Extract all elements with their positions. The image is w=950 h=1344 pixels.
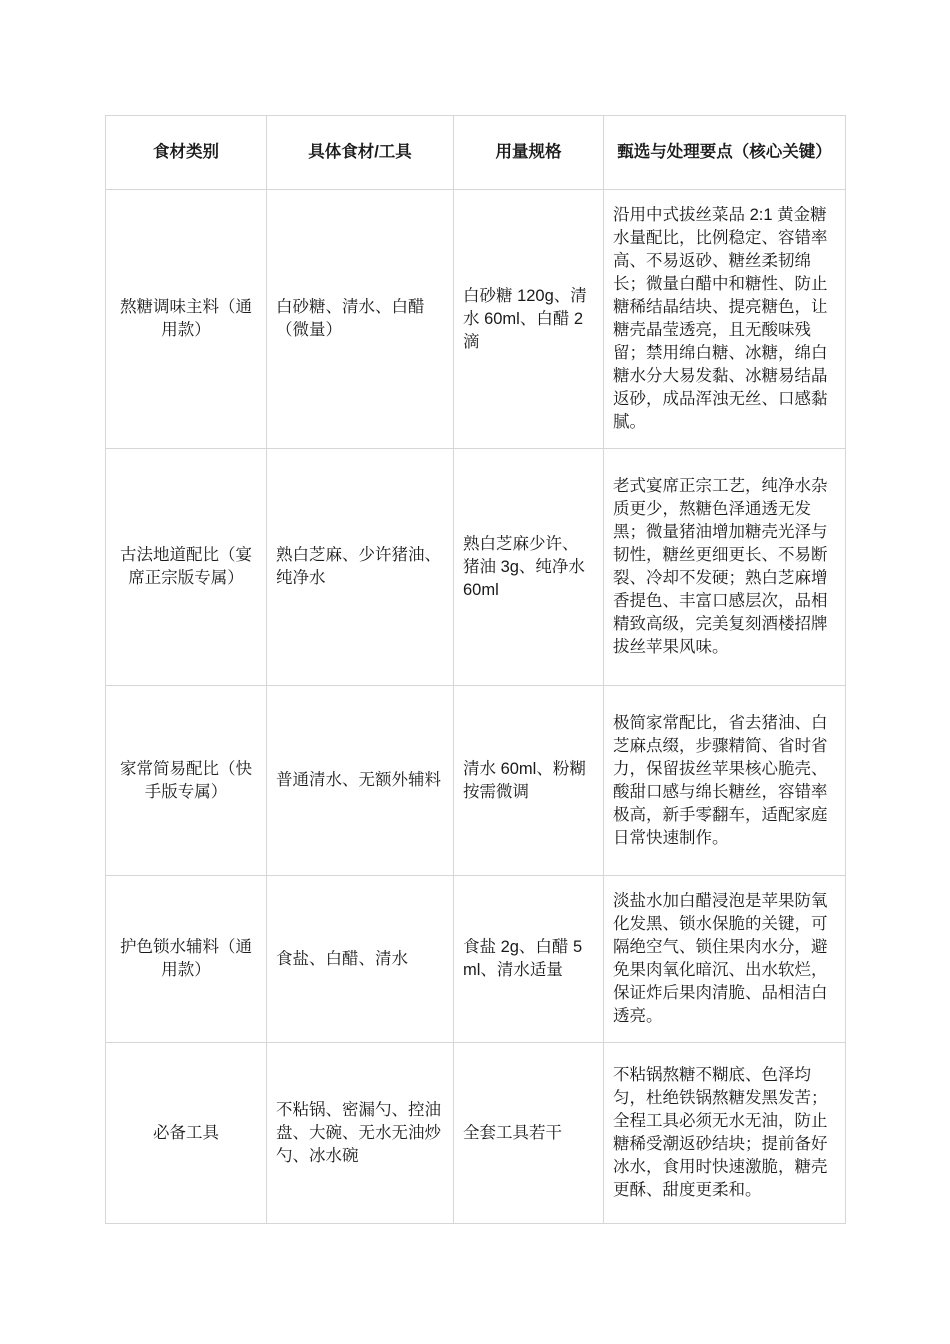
table-row (106, 1043, 846, 1224)
cell-category: 家常简易配比（快手版专属） (106, 686, 267, 876)
cell-amount: 白砂糖 120g、清水 60ml、白醋 2 滴 (454, 190, 604, 449)
cell-notes: 不粘锅熬糖不糊底、色泽均匀，杜绝铁锅熬糖发黑发苦；全程工具必须无水无油，防止糖稀受潮返砂结块；提前备好冰水，食用时快速激脆，糖壳更酥、甜度更柔和。 (604, 1043, 846, 1224)
table-row (106, 686, 846, 876)
table-row (106, 876, 846, 1043)
header-category: 食材类别 (106, 116, 267, 190)
cell-items: 普通清水、无额外辅料 (267, 686, 454, 876)
cell-amount: 清水 60ml、粉糊按需微调 (454, 686, 604, 876)
cell-items: 熟白芝麻、少许猪油、纯净水 (267, 449, 454, 686)
cell-category: 护色锁水辅料（通用款） (106, 876, 267, 1043)
cell-amount: 全套工具若干 (454, 1043, 604, 1224)
cell-category: 必备工具 (106, 1043, 267, 1224)
header-items: 具体食材/工具 (267, 116, 454, 190)
table-row (106, 449, 846, 686)
cell-notes: 老式宴席正宗工艺，纯净水杂质更少，熬糖色泽通透无发黑；微量猪油增加糖壳光泽与韧性，糖丝更细更长、不易断裂、冷却不发硬；熟白芝麻增香提色、丰富口感层次，品相精致高级，完美复刻酒楼招牌拔丝苹果风味。 (604, 449, 846, 686)
cell-category: 熬糖调味主料（通用款） (106, 190, 267, 449)
cell-notes: 沿用中式拔丝菜品 2:1 黄金糖水量配比，比例稳定、容错率高、不易返砂、糖丝柔韧绵长；微量白醋中和糖性、防止糖稀结晶结块、提亮糖色，让糖壳晶莹透亮，且无酸味残留；禁用绵白糖、冰糖，绵白糖水分大易发黏、冰糖易结晶返砂，成品浑浊无丝、口感黏腻。 (604, 190, 846, 449)
cell-amount: 熟白芝麻少许、猪油 3g、纯净水 60ml (454, 449, 604, 686)
ingredients-table (105, 115, 846, 1224)
cell-items: 食盐、白醋、清水 (267, 876, 454, 1043)
header-amount: 用量规格 (454, 116, 604, 190)
cell-category: 古法地道配比（宴席正宗版专属） (106, 449, 267, 686)
cell-items: 白砂糖、清水、白醋（微量） (267, 190, 454, 449)
header-notes: 甄选与处理要点（核心关键） (604, 116, 846, 190)
table-row (106, 190, 846, 449)
cell-notes: 淡盐水加白醋浸泡是苹果防氧化发黑、锁水保脆的关键，可隔绝空气、锁住果肉水分，避免果肉氧化暗沉、出水软烂，保证炸后果肉清脆、品相洁白透亮。 (604, 876, 846, 1043)
table-header-row (106, 116, 846, 190)
cell-amount: 食盐 2g、白醋 5ml、清水适量 (454, 876, 604, 1043)
cell-items: 不粘锅、密漏勺、控油盘、大碗、无水无油炒勺、冰水碗 (267, 1043, 454, 1224)
cell-notes: 极简家常配比，省去猪油、白芝麻点缀，步骤精简、省时省力，保留拔丝苹果核心脆壳、酸甜口感与绵长糖丝，容错率极高，新手零翻车，适配家庭日常快速制作。 (604, 686, 846, 876)
